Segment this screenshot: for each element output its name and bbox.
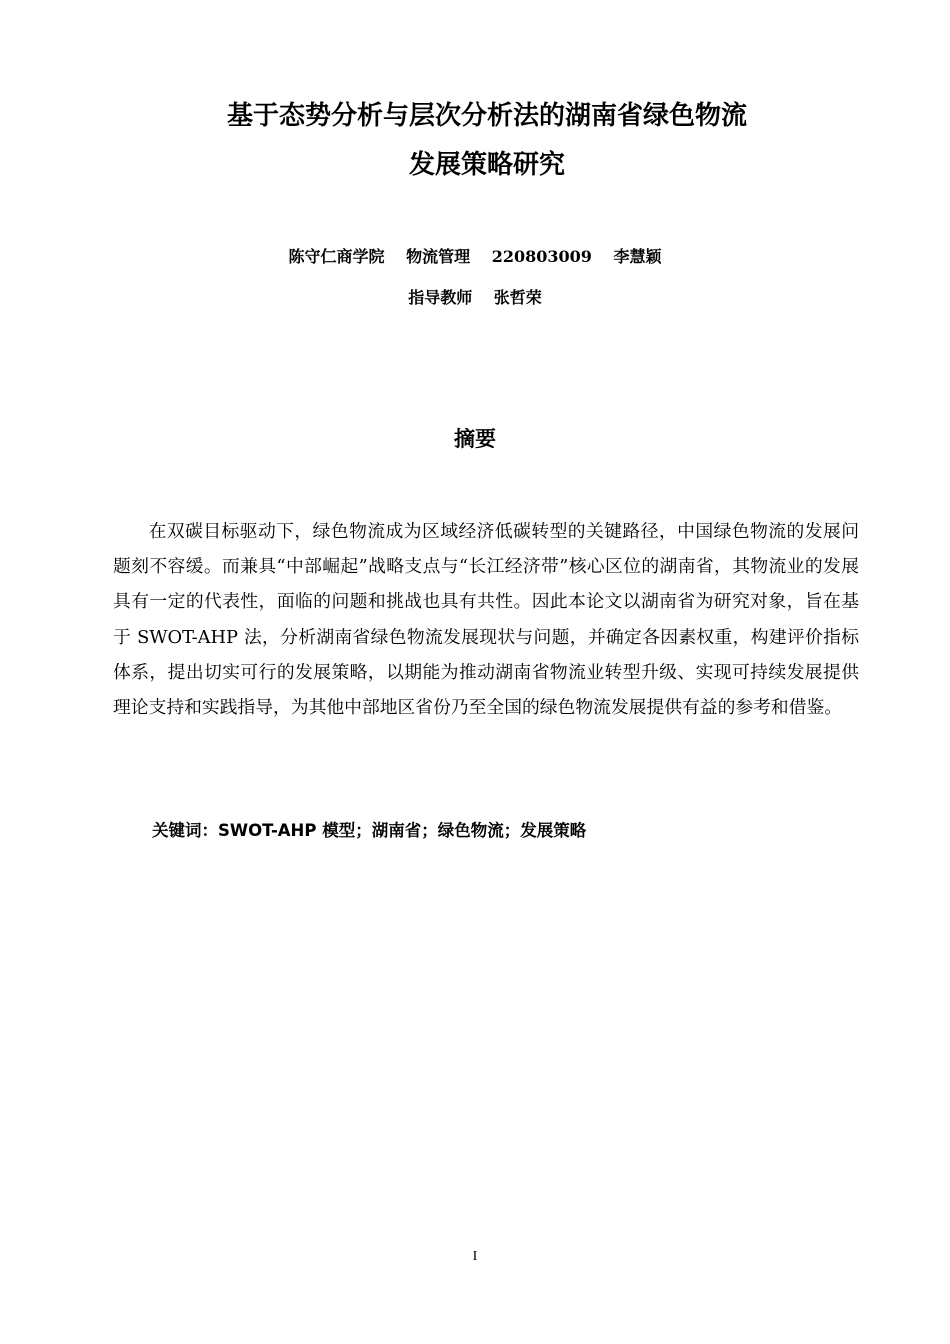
paper-title-line-2: 发展策略研究 <box>408 150 565 180</box>
advisor-label: 指导教师 <box>408 288 473 307</box>
author-name: 李慧颖 <box>613 247 662 266</box>
advisor-name: 张哲荣 <box>493 288 542 307</box>
author-school: 陈守仁商学院 <box>288 247 385 266</box>
keywords-line: 关键词：SWOT-AHP 模型；湖南省；绿色物流；发展策略 <box>152 821 587 840</box>
author-major: 物流管理 <box>406 247 471 266</box>
author-info <box>0 245 950 269</box>
abstract-heading: 摘要 <box>454 427 496 451</box>
paper-title-line-1: 基于态势分析与层次分析法的湖南省绿色物流 <box>226 101 747 131</box>
author-student-id: 220803009 <box>491 247 592 266</box>
page-number: I <box>472 1249 478 1264</box>
abstract-body: 在双碳目标驱动下，绿色物流成为区域经济低碳转型的关键路径，中国绿色物流的发展问题刻不容缓。而兼具“中部崛起”战略支点与“长江经济带”核心区位的湖南省，其物流业的发展具有一定的代表性，面临的问题和挑战也具有共性。因此本论文以湖南省为研究对象，旨在基于 SWOT-AHP 法，分析湖南省绿色物流发展现状与问题，并确定各因素权重，构建评价指标体系，提出切实可行的发展策略，以期能为推动湖南省物流业转型升级、实现可持续发展提供理论支持和实践指导，为其他中部地区省份乃至全国的绿色物流发展提供有益的参考和借鉴。 <box>113 521 859 719</box>
advisor-info <box>0 286 950 310</box>
